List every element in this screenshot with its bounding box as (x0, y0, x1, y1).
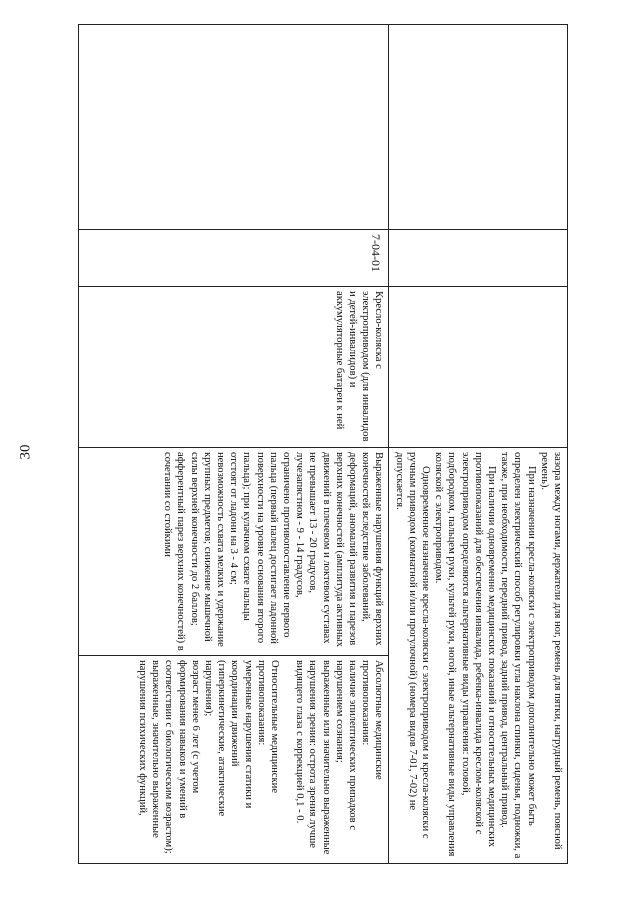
continuation-paragraph: Одновременное назначение кресла-коляски с электроприводом и кресла-коляски с ручным приводом (комнатной и/или прогулочной) (номера видов 7-01, 7-02) не допускается. (393, 452, 431, 839)
absolute-item: наличие эпилептических припадков с нарушением сознания; (333, 660, 358, 831)
item-code: 7-04-01 (79, 230, 389, 287)
page-number: 30 (17, 444, 34, 460)
absolute-item: выраженные или значительно выраженные нарушения зрения: острота зрения лучше видящего глаза с коррекцией 0,1 - 0. (294, 660, 332, 855)
absolute-contraindications-title: Абсолютные медицинские противопоказания: (360, 660, 385, 780)
continuation-paragraph: зазора между ногами, держатели для ног, ремень для пятки, нагрудный ремень, поясной ремень). (538, 452, 563, 850)
cell-empty-3 (389, 287, 568, 448)
table-row (79, 25, 389, 864)
medical-table (78, 24, 568, 864)
cell-empty-1 (389, 25, 568, 230)
table-row-continuation (389, 25, 568, 864)
table-sheet (78, 24, 568, 864)
relative-contraindications-title: Относительные медицинские противопоказания: (255, 660, 280, 794)
item-name: Кресло-коляска с электроприводом (для инвалидов и детей-инвалидов) и аккумуляторные батареи к ней (79, 287, 389, 448)
cell-empty-first (79, 25, 389, 230)
relative-item: возраст менее 6 лет (с учетом формирования навыков и умений в соответствии с биологическим возрастом); (163, 660, 201, 854)
cell-empty-2 (389, 230, 568, 287)
continuation-paragraph: При наличии одновременно медицинских показаний и относительных медицинских противопоказаний для обеспечения инвалида, ребенка-инвалида креслом-коляской с электроприводом определяются альтернативные виды управления: головой, подбородком, пальцем руки, культей руки, ногой, иные альтернативные виды управления коляской с электроприводом. (433, 452, 497, 857)
continuation-paragraph: При назначении кресла-коляски с электроприводом дополнительно может быть определен электрический способ регулировки угла наклона спинки, сиденья, подножки, а также, при необходимости, передний привод, задний привод, центральный привод. (499, 452, 537, 859)
relative-item: выраженные, значительно выраженные нарушения психических функций, (136, 660, 162, 838)
indications-cell: Выраженные нарушения функций верхних конечностей вследствие заболеваний, деформаций, аномалий развития и парезов верхних конечностей (амплитуда активных движений в плечевом и локтевом суставах не превышает 13 - 20 градусов, лучезапястном - 9 - 14 градусов, ограничено противопоставление первого пальца (первый палец достигает ладонной поверхности на уровне основания второго пальца); при кулачном схвате пальцы отстоят от ладони на 3 - 4 см; невозможность схвата мелких и удержание крупных предметов; снижение мышечной силы верхней конечности до 2 баллов; афферентный парез верхних конечностей) в сочетании со стойкими (79, 448, 389, 656)
continuation-cell (389, 448, 568, 864)
relative-item: умеренные нарушения статики и координации движений (гиперкинетические, атактические нарушения); (202, 660, 254, 817)
contraindications-cell (79, 656, 389, 864)
